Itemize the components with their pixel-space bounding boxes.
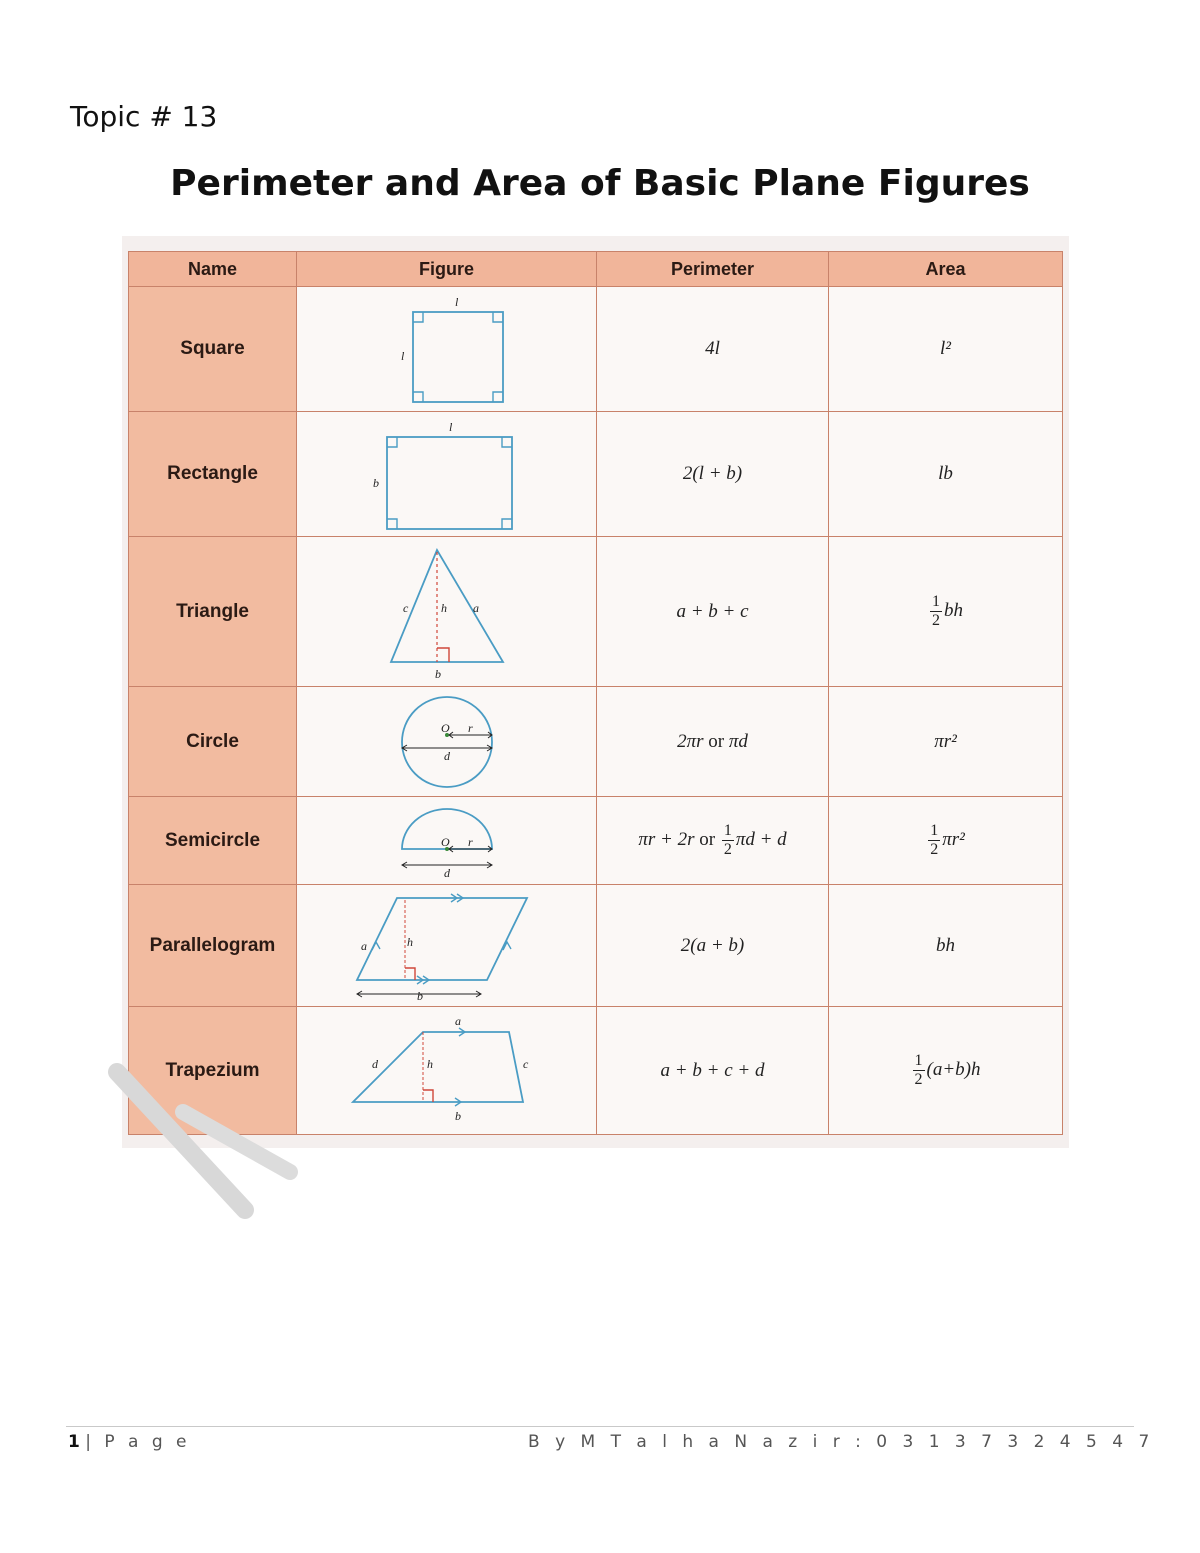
page-number: 1: [68, 1432, 80, 1452]
row-name: Semicircle: [129, 797, 297, 885]
table-row: [129, 412, 1063, 537]
area-rest: πr²: [942, 828, 965, 850]
page-title: Perimeter and Area of Basic Plane Figures: [170, 163, 1030, 204]
area-cell: πr²: [829, 687, 1063, 797]
label-b: b: [416, 988, 423, 1003]
area-cell: [829, 797, 1063, 885]
perimeter-cell: a + b + c: [597, 537, 829, 687]
label-o: O: [440, 720, 450, 735]
label-d: d: [443, 748, 450, 763]
area-cell: l²: [829, 287, 1063, 412]
area-cell: bh: [829, 885, 1063, 1007]
label-d: d: [443, 865, 450, 879]
figure-cell: [297, 1007, 597, 1135]
table-row: [129, 287, 1063, 412]
formula-table: [128, 251, 1063, 1135]
figure-cell: [297, 885, 597, 1007]
rectangle-figure: [367, 415, 527, 533]
footer-divider: [66, 1426, 1134, 1427]
label-h: h: [406, 934, 413, 949]
label-r: r: [467, 720, 473, 735]
perimeter-cell: a + b + c + d: [597, 1007, 829, 1135]
fraction: $\frac{1}{2}$: [914, 1052, 923, 1088]
figure-cell: [297, 412, 597, 537]
parallelogram-figure: [347, 888, 547, 1004]
row-name: Triangle: [129, 537, 297, 687]
label-a: a: [360, 938, 367, 953]
figure-cell: [297, 287, 597, 412]
label-top: l: [448, 420, 452, 434]
header-perimeter: Perimeter: [597, 252, 829, 287]
label-a: a: [472, 600, 479, 615]
topic-label: Topic # 13: [70, 100, 218, 133]
label-left: b: [372, 476, 379, 490]
label-a: a: [454, 1015, 461, 1028]
table-row: [129, 885, 1063, 1007]
perimeter-cell: 2πr or πd: [597, 687, 829, 797]
area-rest: (a+b)h: [926, 1058, 981, 1080]
row-name: Trapezium: [129, 1007, 297, 1135]
label-b: b: [434, 666, 441, 681]
label-b: b: [454, 1108, 461, 1123]
fraction: $\frac{1}{2}$: [723, 822, 732, 858]
row-name: Parallelogram: [129, 885, 297, 1007]
watermark-stripes: [105, 1060, 305, 1240]
figure-cell: [297, 687, 597, 797]
label-top: l: [454, 295, 458, 309]
figure-cell: [297, 797, 597, 885]
table-row: [129, 797, 1063, 885]
area-cell: [829, 537, 1063, 687]
table-header-row: [129, 252, 1063, 287]
area-rest: bh: [944, 599, 963, 621]
label-c: c: [522, 1056, 528, 1071]
label-c: c: [402, 600, 408, 615]
square-figure: [377, 290, 517, 408]
label-d: d: [371, 1056, 378, 1071]
area-cell: [829, 1007, 1063, 1135]
fraction: $\frac{1}{2}$: [932, 593, 940, 629]
perimeter-cell: 4l: [597, 287, 829, 412]
figure-cell: [297, 537, 597, 687]
author-credit: B y M T a l h a N a z i r : 0 3 1 3 7 3 2 4 5 4 7: [528, 1432, 1155, 1452]
page-word: | P a g e: [85, 1432, 191, 1452]
perimeter-cell: πr + 2r or $\frac{1}{2}$ πd + d: [597, 797, 829, 885]
table-row: [129, 537, 1063, 687]
page-footer-left: [68, 1432, 191, 1452]
header-name: Name: [129, 252, 297, 287]
header-area: Area: [829, 252, 1063, 287]
label-left: l: [400, 349, 404, 363]
trapezium-figure: [347, 1016, 547, 1126]
area-cell: lb: [829, 412, 1063, 537]
row-name: Square: [129, 287, 297, 412]
header-figure: Figure: [297, 252, 597, 287]
fraction: $\frac{1}{2}$: [930, 822, 939, 858]
perimeter-cell: 2(l + b): [597, 412, 829, 537]
perimeter-cell: 2(a + b): [597, 885, 829, 1007]
label-h: h: [426, 1056, 433, 1071]
semicircle-figure: [392, 803, 502, 879]
circle-figure: [392, 692, 502, 792]
triangle-figure: [377, 542, 517, 682]
table-row: [129, 687, 1063, 797]
row-name: Circle: [129, 687, 297, 797]
label-r: r: [467, 834, 473, 849]
row-name: Rectangle: [129, 412, 297, 537]
label-h: h: [440, 600, 447, 615]
label-o: O: [440, 834, 450, 849]
